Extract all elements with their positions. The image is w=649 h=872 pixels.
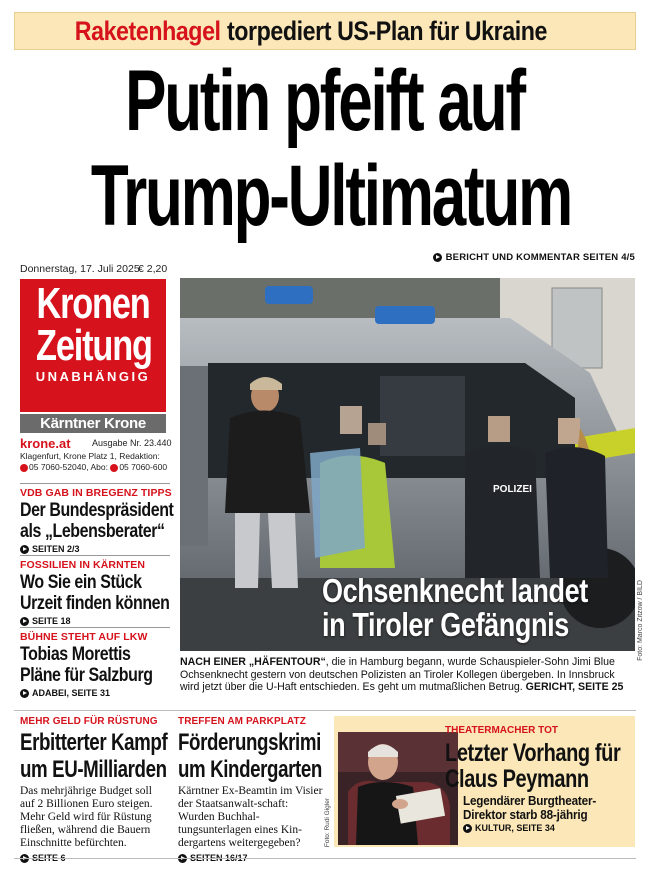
side-teaser-3[interactable] xyxy=(20,631,170,698)
arrow-icon xyxy=(20,689,29,698)
page-ref-text: KULTUR, SEITE 34 xyxy=(475,823,555,833)
kicker: MEHR GELD FÜR RÜSTUNG xyxy=(20,716,158,727)
theater-sub-line1: Legendärer Burgtheater- xyxy=(463,793,597,808)
phone-1: 05 7060-52040, Abo: xyxy=(29,462,108,472)
phone-icon xyxy=(110,464,118,472)
portrait-image xyxy=(338,732,458,845)
main-headline-line1[interactable]: Putin pfeift auf xyxy=(125,53,524,149)
main-story-ref-text: BERICHT UND KOMMENTAR SEITEN 4/5 xyxy=(445,252,635,263)
theater-headline-line1: Letzter Vorhang für xyxy=(445,739,621,767)
photo-caption xyxy=(180,656,635,694)
main-story-ref[interactable] xyxy=(433,252,635,263)
teaser-headline-line1: Tobias Morettis xyxy=(20,644,131,665)
theater-headline-line2: Claus Peymann xyxy=(445,765,589,793)
page-ref-text: SEITE 18 xyxy=(32,616,71,626)
page-ref xyxy=(20,616,170,626)
phone-2: 05 7060-600 xyxy=(119,462,168,472)
topline-black: torpediert US-Plan für Ukraine xyxy=(226,15,547,46)
regional-edition: Kärntner Krone xyxy=(20,414,166,433)
page-ref-text: SEITE 6 xyxy=(32,853,66,863)
teaser-headline-line2: als „Lebensberater“ xyxy=(20,521,165,542)
teaser-eu-budget[interactable] xyxy=(20,716,168,863)
price: € 2,20 xyxy=(138,263,168,275)
page-ref xyxy=(20,688,170,698)
photo-headline-line1: Ochsenknecht landet xyxy=(322,572,588,609)
theater-sub-line2: Direktor starb 88-jährig xyxy=(463,807,588,822)
photo-headline[interactable] xyxy=(322,574,588,642)
kicker: BÜHNE STEHT AUF LKW xyxy=(20,631,148,643)
kicker: VDB GAB IN BREGENZ TIPPS xyxy=(20,487,172,499)
arrow-icon xyxy=(433,253,442,262)
main-headline-line2[interactable]: Trump-Ultimatum xyxy=(90,148,572,244)
page-ref-text: SEITEN 2/3 xyxy=(32,544,80,554)
kicker: FOSSILIEN IN KÄRNTEN xyxy=(20,559,146,571)
address-block xyxy=(20,451,170,473)
photo-credit: Foto: Marco Zitzow / BILD xyxy=(637,580,644,661)
phone-line xyxy=(20,462,170,473)
teaser-headline-line1: Wo Sie ein Stück xyxy=(20,572,142,593)
teaser-headline-line1: Der Bundespräsident xyxy=(20,500,174,521)
teaser-headline-line2: um Kindergarten xyxy=(178,756,322,783)
arrow-icon xyxy=(20,545,29,554)
teaser-headline-line1: Förderungskrimi xyxy=(178,729,321,756)
logo-line2: Zeitung xyxy=(36,321,152,370)
arrow-icon xyxy=(20,617,29,626)
theater-photo-credit: Foto: Rudi Gigler xyxy=(324,798,331,848)
phone-icon xyxy=(20,464,28,472)
topline-red: Raketenhagel xyxy=(74,15,221,46)
page-ref xyxy=(463,823,555,833)
page-ref xyxy=(20,544,170,554)
photo-headline-line2: in Tiroler Gefängnis xyxy=(322,606,569,643)
teaser-headline-line2: um EU-Milliarden xyxy=(20,756,167,783)
masthead-logo[interactable] xyxy=(20,279,166,412)
teaser-headline-line1: Erbitterter Kampf xyxy=(20,729,168,756)
divider xyxy=(20,555,170,556)
dateline: Donnerstag, 17. Juli 2025 xyxy=(20,263,140,275)
page-ref-text: ADABEI, SEITE 31 xyxy=(32,688,111,698)
address-text: Klagenfurt, Krone Platz 1, Redaktion: xyxy=(20,451,160,461)
theater-subheadline xyxy=(463,794,596,822)
divider xyxy=(14,858,636,859)
peymann-photo xyxy=(338,732,458,845)
website-link[interactable]: krone.at xyxy=(20,436,71,451)
teaser-kindergarten[interactable] xyxy=(178,716,324,863)
divider xyxy=(20,627,170,628)
kicker: TREFFEN AM PARKPLATZ xyxy=(178,716,306,727)
teaser-headline-line2: Pläne für Salzburg xyxy=(20,665,153,686)
side-teaser-2[interactable] xyxy=(20,559,170,626)
caption-lead: NACH EINER „HÄFENTOUR“ xyxy=(180,656,326,668)
arrow-icon xyxy=(463,824,472,833)
caption-text: , die in Hamburg begann, wurde Schauspieler-Sohn Jimi Blue Ochsenknecht gestern von deutschen Polizisten an Tiroler Kollegen übergeben. In Innsbruck wird jetzt über die U-Haft entschieden. Es geht um mutmaßlichen Betrug. xyxy=(180,656,615,693)
topline-banner[interactable] xyxy=(14,12,636,50)
side-teaser-1[interactable] xyxy=(20,487,174,554)
issue-number: Ausgabe Nr. 23.440 xyxy=(92,438,172,448)
theater-headline[interactable] xyxy=(445,740,620,792)
teaser-text: Kärntner Ex-Beamtin im Visier der Staatsanwalt-schaft: Wurden Buchhal-tungsunterlagen eines Kin-dergartens weitergegeben? xyxy=(178,785,323,849)
kicker: THEATERMACHER TOT xyxy=(445,725,558,736)
teaser-headline-line2: Urzeit finden können xyxy=(20,593,170,614)
divider xyxy=(14,710,636,711)
page-ref-text: SEITEN 16/17 xyxy=(190,853,248,863)
caption-ref: GERICHT, SEITE 25 xyxy=(525,681,624,693)
divider xyxy=(20,483,170,484)
logo-line1: Kronen xyxy=(36,279,150,328)
logo-tagline: UNABHÄNGIG xyxy=(35,369,151,384)
police-label: POLIZEI xyxy=(493,484,532,495)
teaser-text: Das mehrjährige Budget soll auf 2 Billionen Euro steigen. Mehr Geld wird für Rüstung fließen, während die Bauern Einschnitte befürchten. xyxy=(20,785,153,849)
